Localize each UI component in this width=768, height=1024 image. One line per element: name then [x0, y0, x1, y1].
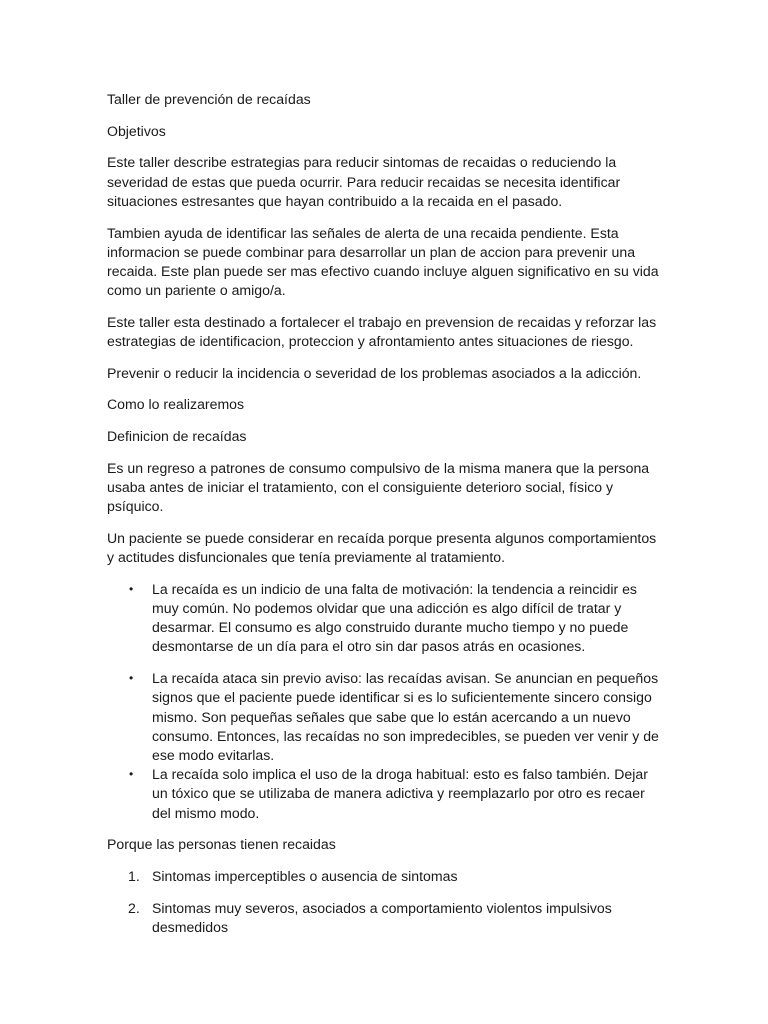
numbered-text: Sintomas muy severos, asociados a comportamiento violentos impulsivos desmedidos	[152, 899, 612, 935]
definition-paragraph: Es un regreso a patrones de consumo compulsivo de la misma manera que la persona usaba antes de iniciar el tratamiento, con el consiguiente deterioro social, físico y psíquico.	[107, 459, 650, 515]
numbered-item	[107, 867, 662, 886]
number-marker: 2.	[128, 899, 140, 916]
bullet-text: La recaída es un indicio de una falta de motivación: la tendencia a reincidir es muy común. No podemos olvidar que una adicción es algo difícil de tratar y desarmar. El consumo es algo construido durante mucho tiempo y no puede desmontarse de un día para el otro sin dar pasos atrás en ocasiones.	[152, 580, 637, 655]
bullet-item	[107, 765, 662, 823]
intro-paragraph: Prevenir o reducir la incidencia o severidad de los problemas asociados a la adicción.	[107, 364, 642, 381]
numbered-list	[107, 867, 662, 937]
document-title: Taller de prevención de recaídas	[107, 91, 311, 107]
definition-heading: Definicion de recaídas	[107, 428, 247, 445]
how-heading: Como lo realizaremos	[107, 396, 245, 413]
bullet-list	[107, 580, 662, 823]
objectives-heading: Objetivos	[107, 122, 166, 139]
intro-paragraph: Este taller esta destinado a fortalecer el trabajo en prevension de recaidas y reforzar las estrategias de identificacion, proteccion y afrontamiento antes situaciones de riesgo.	[107, 313, 657, 350]
bullet-icon: •	[129, 581, 134, 596]
bullet-text: La recaída solo implica el uso de la droga habitual: esto es falso también. Dejar un tóxico que se utilizaba de manera adictiva y reemplazarlo por otro es recaer del mismo modo.	[152, 766, 648, 821]
numbered-text: Sintomas imperceptibles o ausencia de sintomas	[152, 868, 458, 884]
reasons-heading: Porque las personas tienen recaidas	[107, 836, 336, 853]
bullet-icon: •	[129, 767, 134, 782]
number-marker: 1.	[128, 868, 140, 884]
numbered-item	[107, 899, 662, 937]
definition-paragraph: Un paciente se puede considerar en recaída porque presenta algunos comportamientos y actitudes disfuncionales que tenía previamente al tratamiento.	[107, 529, 657, 566]
bullet-item	[107, 580, 662, 657]
intro-paragraph: Tambien ayuda de identificar las señales de alerta de una recaida pendiente. Esta informacion se puede combinar para desarrollar un plan de accion para prevenir una recaida. Este plan puede ser mas efectivo cuando incluye alguen significativo en su vida como un pariente o amigo/a.	[107, 224, 659, 299]
bullet-item	[107, 669, 662, 765]
intro-paragraph: Este taller describe estrategias para reducir sintomas de recaidas o reduciendo la severidad de estas que pueda ocurrir. Para reducir recaidas se necesita identificar situaciones estresantes que hayan contribuido a la recaida en el pasado.	[107, 154, 621, 209]
document-body	[107, 90, 662, 950]
bullet-text: La recaída ataca sin previo aviso: las recaídas avisan. Se anuncian en pequeños signos que el paciente puede identificar si es lo suficientemente sincero consigo mismo. Son pequeñas señales que sabe que lo están acercando a un nuevo consumo. Entonces, las recaídas no son impredecibles, se pueden ver venir y de ese modo evitarlas.	[152, 670, 659, 763]
bullet-icon: •	[129, 671, 134, 686]
